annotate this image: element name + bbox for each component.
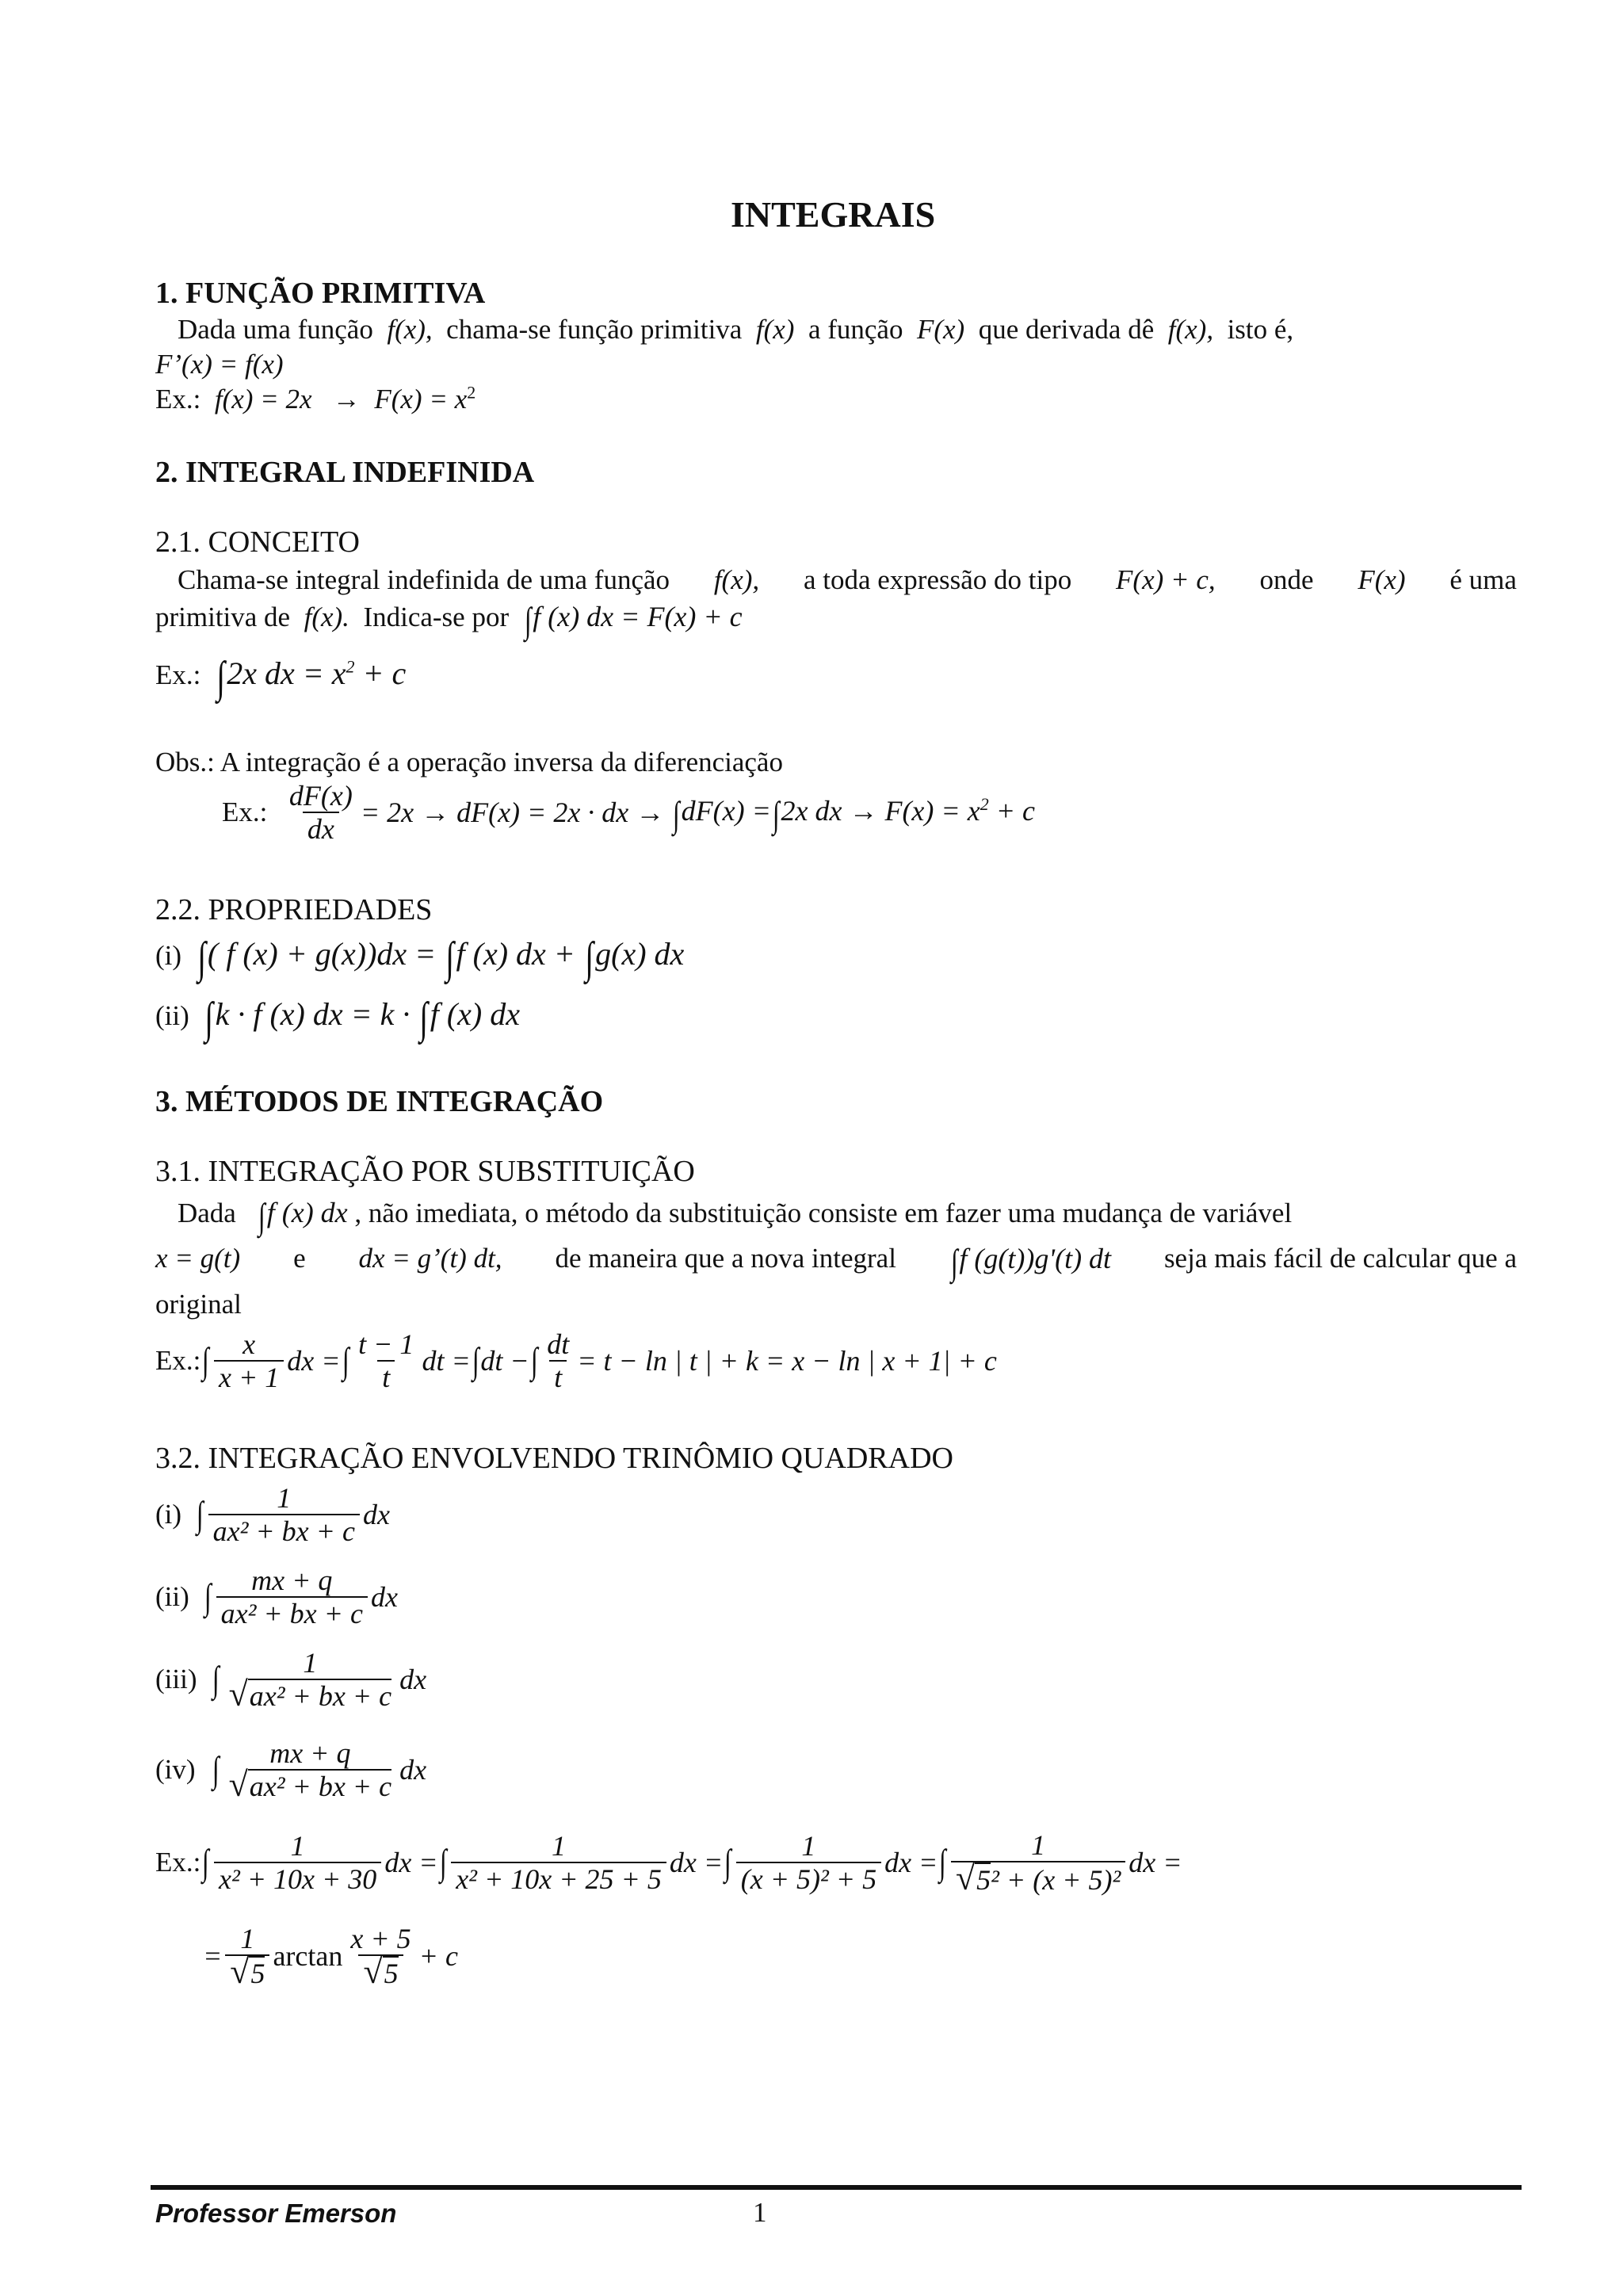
fraction: $\frac{x}{x + 1}$ bbox=[214, 1328, 284, 1393]
integral-sign-icon: ∫ bbox=[445, 934, 455, 983]
integral-sign-icon: ∫ bbox=[216, 653, 225, 702]
fraction: mx + q √ax² + bx + c bbox=[228, 1737, 392, 1804]
square-root-icon: √ bbox=[955, 1859, 976, 1897]
integral-sign-icon: ∫ bbox=[524, 600, 532, 640]
integral-sign-icon: ∫ bbox=[212, 1749, 220, 1790]
s3-substitution-example: Ex.: ∫ $\frac{x}{x + 1}$ dx = ∫ $\frac{t - 1}{t}$ dt = ∫ dt − ∫ $\frac{dt}{t}$ = t − ln | t | + k = x − ln | x + 1| + c bbox=[155, 1328, 997, 1393]
square-root-icon: √ bbox=[363, 1952, 383, 1991]
subsection-substituicao: 3.1. INTEGRAÇÃO POR SUBSTITUIÇÃO bbox=[155, 1155, 695, 1188]
integral-sign-icon: ∫ bbox=[258, 1196, 265, 1236]
integral-sign-icon: ∫ bbox=[772, 793, 780, 835]
fraction: $\frac{1}{\text{(x + 5)² + 5}}$ bbox=[736, 1830, 881, 1895]
subsection-trinomio: 3.2. INTEGRAÇÃO ENVOLVENDO TRINÔMIO QUADRADO bbox=[155, 1442, 953, 1475]
s3-paragraph-line3: original bbox=[155, 1289, 242, 1320]
integral-sign-icon: ∫ bbox=[196, 1494, 204, 1534]
trinomial-item-iv: (iv) ∫ mx + q √ax² + bx + c dx bbox=[155, 1737, 427, 1804]
s1-definition: F’(x) = f(x) bbox=[155, 349, 284, 380]
integral-sign-icon: ∫ bbox=[530, 1340, 538, 1381]
s2-example: Ex.: ∫2x dx = $x^2 + c$ bbox=[155, 653, 407, 702]
s2-paragraph-line2: primitiva de f(x). Indica-se por ∫f (x) dx = F(x) + c bbox=[155, 600, 743, 640]
section-heading-integral-indefinida: 2. INTEGRAL INDEFINIDA bbox=[155, 456, 535, 489]
square-root-icon: √ bbox=[228, 1675, 248, 1713]
s1-example: Ex.: f(x) = 2x → $F(x) = x^2$ bbox=[155, 382, 476, 415]
fraction: $\frac{1}{\text{√5² + (x + 5)²}}$ bbox=[951, 1829, 1125, 1896]
square-root-icon: √ bbox=[228, 1765, 248, 1804]
footer-author: Professor Emerson bbox=[155, 2199, 397, 2228]
s3-paragraph-line2: x = g(t) e dx = g’(t) dt, de maneira que a nova integral ∫f (g(t))g'(t) dt seja mais fácil de calcular que a bbox=[155, 1242, 1517, 1282]
section-heading-funcao-primitiva: 1. FUNÇÃO PRIMITIVA bbox=[155, 277, 486, 310]
trinomial-example: Ex.: ∫ $\frac{1}{\text{x² + 10x + 30}}$ dx = ∫ $\frac{1}{\text{x² + 10x + 25 + 5}}$ dx = ∫ $\frac{1}{\text{(x + 5)² + 5}}$ dx = ∫ $\frac{1}{\text{√5² + (x + 5)²}}$ dx = bbox=[155, 1829, 1182, 1897]
subsection-propriedades: 2.2. PROPRIEDADES bbox=[155, 893, 433, 926]
subsection-conceito: 2.1. CONCEITO bbox=[155, 525, 360, 559]
integral-sign-icon: ∫ bbox=[472, 1340, 479, 1381]
s2-paragraph-line1: Chama-se integral indefinida de uma função f(x), a toda expressão do tipo F(x) + c, onde F(x) é uma bbox=[178, 564, 1517, 595]
footer-divider bbox=[151, 2185, 1522, 2190]
fraction: $\frac{1}{√5}$ bbox=[225, 1923, 269, 1989]
trinomial-item-iii: (iii) ∫ 1 √ax² + bx + c dx bbox=[155, 1647, 427, 1713]
fraction: $\frac{1}{\text{ax² + bx + c}}$ bbox=[208, 1482, 360, 1547]
page-title: INTEGRAIS bbox=[731, 194, 936, 235]
property-i: (i) ∫( f (x) + g(x))dx = ∫f (x) dx + ∫g(x) dx bbox=[155, 934, 685, 983]
integral-sign-icon: ∫ bbox=[724, 1842, 731, 1882]
integral-sign-icon: ∫ bbox=[212, 1659, 220, 1699]
fraction: $\frac{1}{\text{x² + 10x + 25 + 5}}$ bbox=[451, 1830, 666, 1895]
fraction: $\frac{mx + q}{\text{ax² + bx + c}}$ bbox=[216, 1564, 368, 1629]
integral-sign-icon: ∫ bbox=[342, 1340, 349, 1381]
integral-sign-icon: ∫ bbox=[197, 934, 206, 983]
fraction: 1 √ax² + bx + c bbox=[228, 1647, 392, 1713]
integral-sign-icon: ∫ bbox=[204, 994, 214, 1043]
s1-paragraph-line1: Dada uma função f(x), chama-se função primitiva f(x) a função F(x) que derivada dê f(x), isto é, bbox=[178, 314, 1294, 345]
square-root-icon: √ bbox=[230, 1952, 250, 1991]
fraction: $\frac{t - 1}{t}$ bbox=[358, 1328, 414, 1393]
integral-sign-icon: ∫ bbox=[202, 1842, 210, 1882]
integral-sign-icon: ∫ bbox=[950, 1242, 958, 1282]
trinomial-item-ii: (ii) ∫ $\frac{mx + q}{\text{ax² + bx + c}}$ dx bbox=[155, 1564, 398, 1629]
fraction: $\frac{dt}{t}$ bbox=[547, 1328, 570, 1393]
page-number: 1 bbox=[753, 2197, 767, 2228]
integral-sign-icon: ∫ bbox=[585, 934, 594, 983]
s2-observation-example: Ex.: $\frac{dF(x)}{dx}$ = 2x → dF(x) = 2x · dx → ∫dF(x) =∫2x dx → $F(x) = x^2 + c$ bbox=[222, 780, 1035, 845]
integral-sign-icon: ∫ bbox=[202, 1340, 210, 1381]
integral-sign-icon: ∫ bbox=[939, 1842, 947, 1882]
trinomial-example-result: = $\frac{1}{√5}$ arctan $\frac{x + 5}{√5}$ + c bbox=[203, 1923, 458, 1991]
property-ii: (ii) ∫k · f (x) dx = k · ∫f (x) dx bbox=[155, 994, 520, 1043]
trinomial-item-i: (i) ∫ $\frac{1}{\text{ax² + bx + c}}$ dx bbox=[155, 1482, 390, 1547]
fraction: $\frac{dF(x)}{dx}$ bbox=[288, 780, 353, 845]
integral-sign-icon: ∫ bbox=[672, 793, 680, 835]
s3-paragraph-line1: Dada ∫f (x) dx , não imediata, o método da substituição consiste em fazer uma mudança de variável bbox=[178, 1196, 1293, 1236]
integral-sign-icon: ∫ bbox=[439, 1842, 447, 1882]
integral-sign-icon: ∫ bbox=[419, 994, 429, 1043]
section-heading-metodos: 3. MÉTODOS DE INTEGRAÇÃO bbox=[155, 1085, 604, 1118]
s2-observation: Obs.: A integração é a operação inversa da diferenciação bbox=[155, 747, 783, 777]
fraction: $\frac{1}{\text{x² + 10x + 30}}$ bbox=[214, 1830, 381, 1895]
fraction: $\frac{x + 5}{√5}$ bbox=[350, 1923, 411, 1991]
integral-sign-icon: ∫ bbox=[204, 1576, 212, 1617]
